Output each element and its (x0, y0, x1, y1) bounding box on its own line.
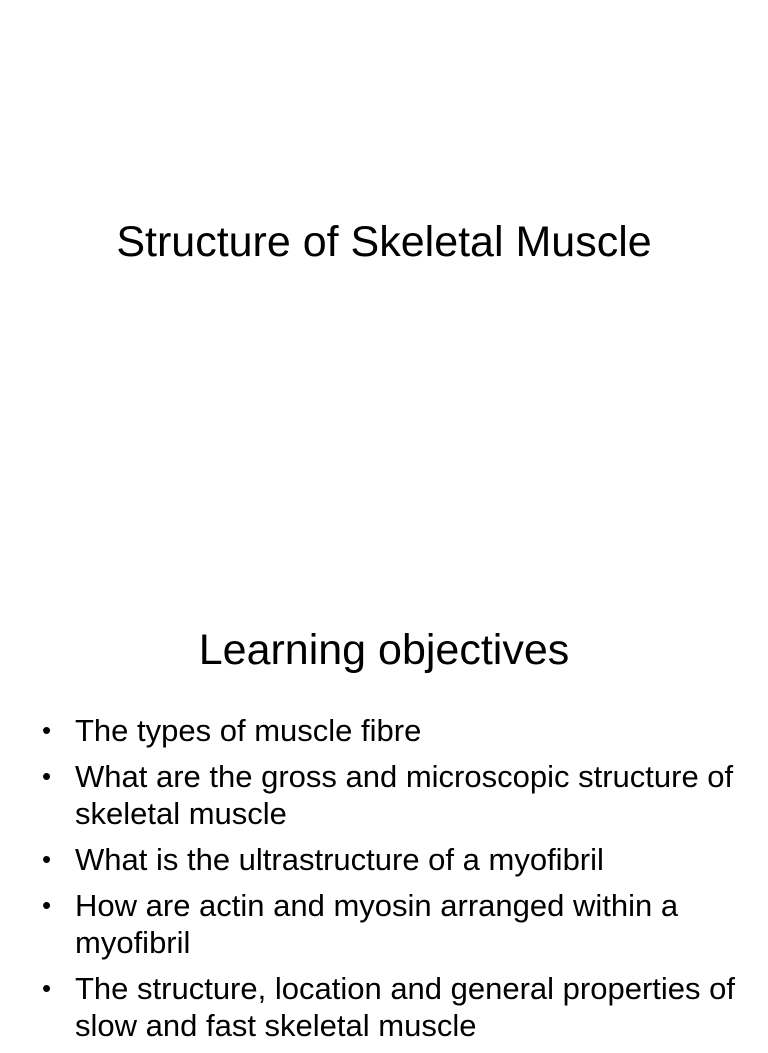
bullet-icon: • (42, 973, 52, 1003)
list-item (42, 758, 742, 832)
list-item (42, 712, 742, 749)
bullet-icon: • (42, 844, 52, 874)
list-item (42, 841, 742, 878)
bullet-icon: • (42, 890, 52, 920)
list-item-text: The structure, location and general properties of slow and fast skeletal muscle (75, 971, 735, 1043)
list-item-text: What are the gross and microscopic structure of skeletal muscle (75, 759, 734, 831)
objectives-list (42, 712, 742, 1053)
slide-heading: Learning objectives (198, 626, 570, 674)
list-item (42, 887, 742, 961)
bullet-icon: • (42, 715, 52, 745)
list-item-text: The types of muscle fibre (75, 713, 422, 748)
list-item (42, 970, 742, 1044)
slide-title: Structure of Skeletal Muscle (116, 218, 652, 266)
bullet-icon: • (42, 761, 52, 791)
objectives-slide (0, 576, 768, 1043)
list-item-text: What is the ultrastructure of a myofibril (75, 842, 604, 877)
list-item-text: How are actin and myosin arranged within a myofibril (75, 888, 679, 960)
